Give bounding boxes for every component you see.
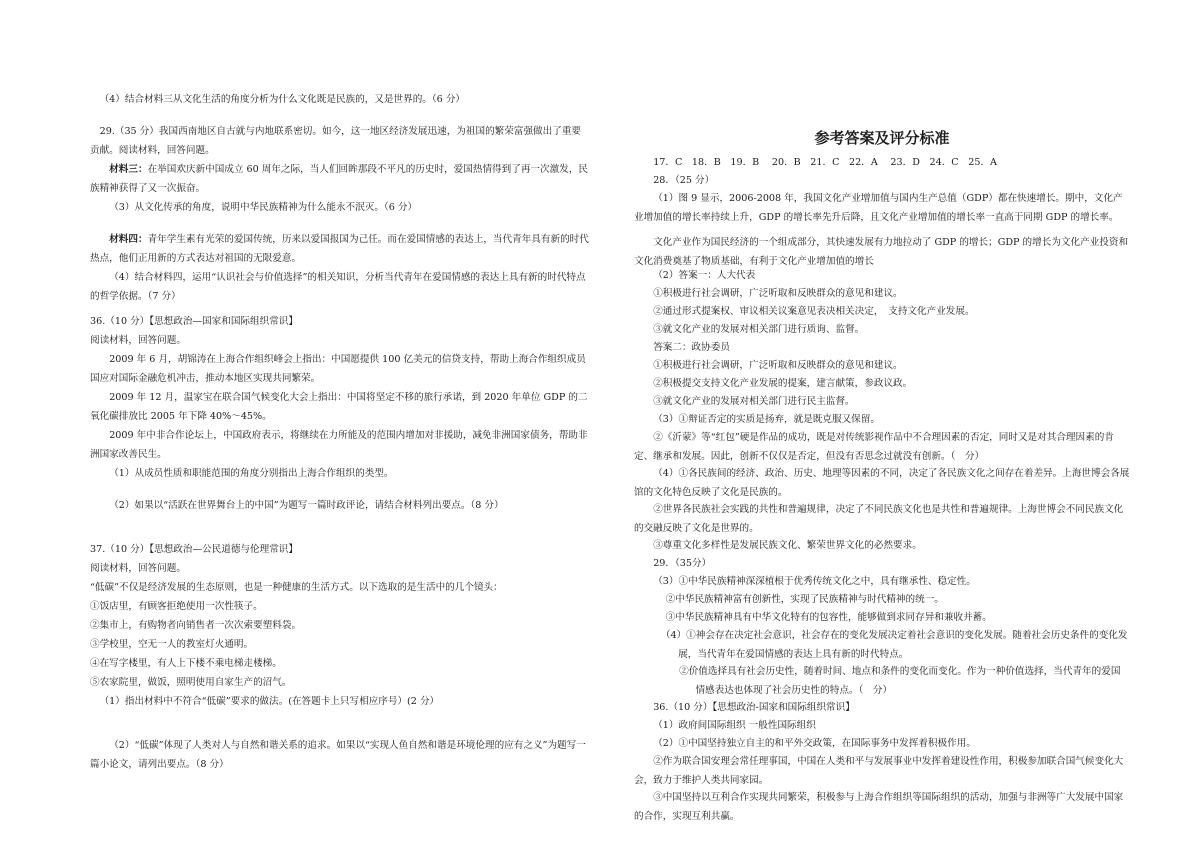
list-item: ①积极进行社会调研，广泛听取和反映群众的意见和建议。 [653, 288, 903, 299]
list-item: ③学校里，空无一人的教室灯火通明。 [90, 639, 254, 650]
question-37-part-2: （2）“低碳”体现了人类对人与自然和谐关系的追求。如果以“实现人鱼自然和谐是环境伦理的应有之义”为题写一篇小论文，请列出要点。（8 分） [90, 740, 586, 770]
question-36-heading: 36.（10 分）【思想政治—国家和国际组织常识】 [90, 316, 298, 327]
answer-28-part-2-option-2: 答案二：政协委员 [653, 342, 730, 353]
question-37-heading: 37.（10 分）【思想政治—公民道德与伦理常识】 [90, 544, 298, 555]
material-3-paragraph [90, 160, 590, 198]
material-4-text: 青年学生素有光荣的爱国传统，历来以爱国报国为己任。而在爱国情感的表达上，当代青年具有新的时代热点，他们正用新的方式表达对祖国的无限爱意。 [90, 234, 589, 264]
material-3-label: 材料三： [109, 164, 148, 175]
answer-29-part-4-a: （4）①神会存在决定社会意识，社会存在的变化发展决定着社会意识的变化发展。随着社会历史条件的变化发展，当代青年在爱国情感的表达上具有新的时代特点。 [660, 630, 1128, 660]
question-36-part-1: （1）从成员性质和职能范围的角度分别指出上海合作组织的类型。 [109, 468, 394, 479]
answer-28-part-3-b: ②《沂蒙》等“红包”硬是作品的成功，既是对传统影视作品中不合理因素的否定，同时又是对其合理因素的肯定、继承和发展。因此，创新不仅仅是否定，但没有否思念过就没有创新。（ 分） [634, 432, 1114, 462]
answer-29-part-3-b: ②中华民族精神富有创新性，实现了民族精神与时代精神的统一。 [665, 594, 944, 605]
question-37-part-1: （1）指出材料中不符合“低碳”要求的做法。(在答题卡上只写相应序号）(2 分） [99, 696, 440, 707]
list-item: ①饭店里，有顾客拒绝使用一次性筷子。 [90, 601, 263, 612]
question-36-paragraph-2: 2009 年 12 月，温家宝在联合国气候变化大会上指出：中国将坚定不移的旅行承诺，到 2020 年单位 GDP 的二氧化碳排放比 2005 年下降 40%～45%。 [90, 392, 588, 422]
material-3-text: 在举国欢庆新中国成立 60 周年之际，当人们回眸那段不平凡的历史时，爱国热情得到了再一次激发，民族精神获得了又一次振奋。 [90, 164, 588, 194]
list-item: ①积极进行社会调研，广泛听取和反映群众的意见和建议。 [653, 360, 903, 371]
question-37-read: 阅读材料，回答问题。 [90, 563, 186, 574]
list-item: ②集市上，有购物者向销售者一次次索要塑料袋。 [90, 620, 302, 631]
list-item: ②通过形式提案权、审议相关议案意见表决相关决定， 支持文化产业发展。 [653, 306, 975, 317]
answer-28-heading: 28．（25 分） [653, 175, 715, 186]
answer-36-heading: 36.（10 分）【思想政治-国家和国际组织常识】 [653, 702, 855, 713]
answer-28-part-4-a: （4）①各民族间的经济、政治、历史、地理等因素的不同，决定了各民族文化之间存在着差异。上海世博会各展馆的文化特色反映了文化是民族的。 [634, 468, 1130, 498]
list-item: ④在写字楼里，有人上下楼不乘电梯走楼梯。 [90, 658, 282, 669]
multiple-choice-answers: 17．C 18．B 19．B 20．B 21．C 22．A 23．D 24．C 25．A [653, 157, 997, 168]
list-item: ⑤农家院里，做饭，照明使用自家生产的沼气。 [90, 677, 292, 688]
answer-28-part-2-option-1: （2）答案一：人大代表 [653, 270, 756, 281]
question-29-part-3: （3）从文化传承的角度，说明中华民族精神为什么能永不泯灭。（6 分） [109, 202, 418, 213]
answer-36-part-2-b: ②作为联合国安理会常任理事国，中国在人类和平与发展事业中发挥着建设性作用，积极参加联合国气候变化大会，致力于维护人类共同家园。 [634, 756, 1124, 786]
list-item: ②积极提交支持文化产业发展的提案，建言献策，参政议政。 [653, 378, 913, 389]
answer-36-part-1: （1）政府间国际组织 一般性国际组织 [653, 720, 816, 731]
answer-28-part-1-analysis: 文化产业作为国民经济的一个组成部分，其快速发展有力地拉动了 GDP 的增长；GDP 的增长为文化产业投资和文化消费奠基了物质基础，有利于文化产业增加值的增长 [634, 237, 1129, 267]
answer-key-title: 参考答案及评分标准 [814, 129, 950, 147]
list-item: ③就文化产业的发展对相关部门进行质询、监督。 [653, 324, 865, 335]
list-item: ③就文化产业的发展对相关部门进行民主监督。 [653, 396, 855, 407]
question-36-paragraph-3: 2009 年中非合作论坛上，中国政府表示，将继续在力所能及的范围内增加对非援助，减免非洲国家债务，帮助非洲国家改善民生。 [90, 430, 588, 460]
answer-28-part-1: （1）图 9 显示，2006-2008 年，我国文化产业增加值与国内生产总值（GDP）都在快速增长。期中，文化产业增加值的增长率持续上升，GDP 的增长率先升后降，且文化产业增加值的增长率一直高于同期 GDP 的增长率。 [634, 193, 1123, 223]
answer-29-part-3-c: ③中华民族精神具有中华文化特有的包容性，能够做到求同存异和兼收并蓄。 [665, 612, 992, 623]
material-4-label: 材料四： [109, 234, 148, 245]
answer-36-part-2-c: ③中国坚持以互利合作实现共同繁荣，积极参与上海合作组织等国际组织的活动，加强与非洲等广大发展中国家的合作，实现互利共赢。 [634, 792, 1124, 822]
question-37-paragraph-1: “低碳”不仅是经济发展的生态原则，也是一种健康的生活方式。以下选取的是生活中的几个镜头： [90, 582, 503, 593]
answer-28-part-3-a: （3）①辩证否定的实质是扬弃，就是既克服又保留。 [653, 414, 880, 425]
question-29-part-4-text: （4）结合材料三从文化生活的角度分析为什么文化既是民族的，又是世界的。（6 分） [99, 94, 466, 105]
question-29-intro: 29.（35 分）我国西南地区自古就与内地联系密切。如今，这一地区经济发展迅速，为祖国的繁荣富强做出了重要贡献。阅读材料，回答问题。 [90, 126, 582, 156]
answer-29-part-4-b: ②价值选择具有社会历史性，随着时间、地点和条件的变化而变化。作为一种价值选择，当代青年的爱国情感表达也体现了社会历史性的特点。（ 分） [679, 666, 1121, 696]
question-36-part-2: （2）如果以“活跃在世界舞台上的中国”为题写一篇时政评论，请结合材料列出要点。（8 分） [109, 500, 504, 511]
answer-28-part-4-c: ③尊重文化多样性是发展民族文化、繁荣世界文化的必然要求。 [653, 540, 922, 551]
question-36-read: 阅读材料，回答问题。 [90, 335, 186, 346]
question-29-part-4: （4）结合材料四，运用“认识社会与价值选择”的相关知识，分析当代青年在爱国情感的表达上具有新的时代特点的哲学依据。（7 分） [90, 272, 586, 302]
answer-29-part-3-a: （3）①中华民族精神深深植根于优秀传统文化之中，具有继承性、稳定性。 [653, 576, 976, 587]
question-36-paragraph-1: 2009 年 6 月，胡锦涛在上海合作组织峰会上指出：中国愿提供 100 亿美元的信贷支持，帮助上海合作组织成员国应对国际金融危机冲击，推动本地区实现共同繁荣。 [90, 354, 586, 384]
answer-28-part-4-b: ②世界各民族社会实践的共性和普遍规律，决定了不同民族文化也是共性和普遍规律。上海世博会不同民族文化的交融反映了文化是世界的。 [634, 504, 1124, 534]
answer-36-part-2-a: （2）①中国坚持独立自主的和平外交政策，在国际事务中发挥着积极作用。 [653, 738, 976, 749]
material-4-paragraph [90, 230, 590, 268]
answer-29-heading: 29．（35分） [653, 558, 712, 569]
